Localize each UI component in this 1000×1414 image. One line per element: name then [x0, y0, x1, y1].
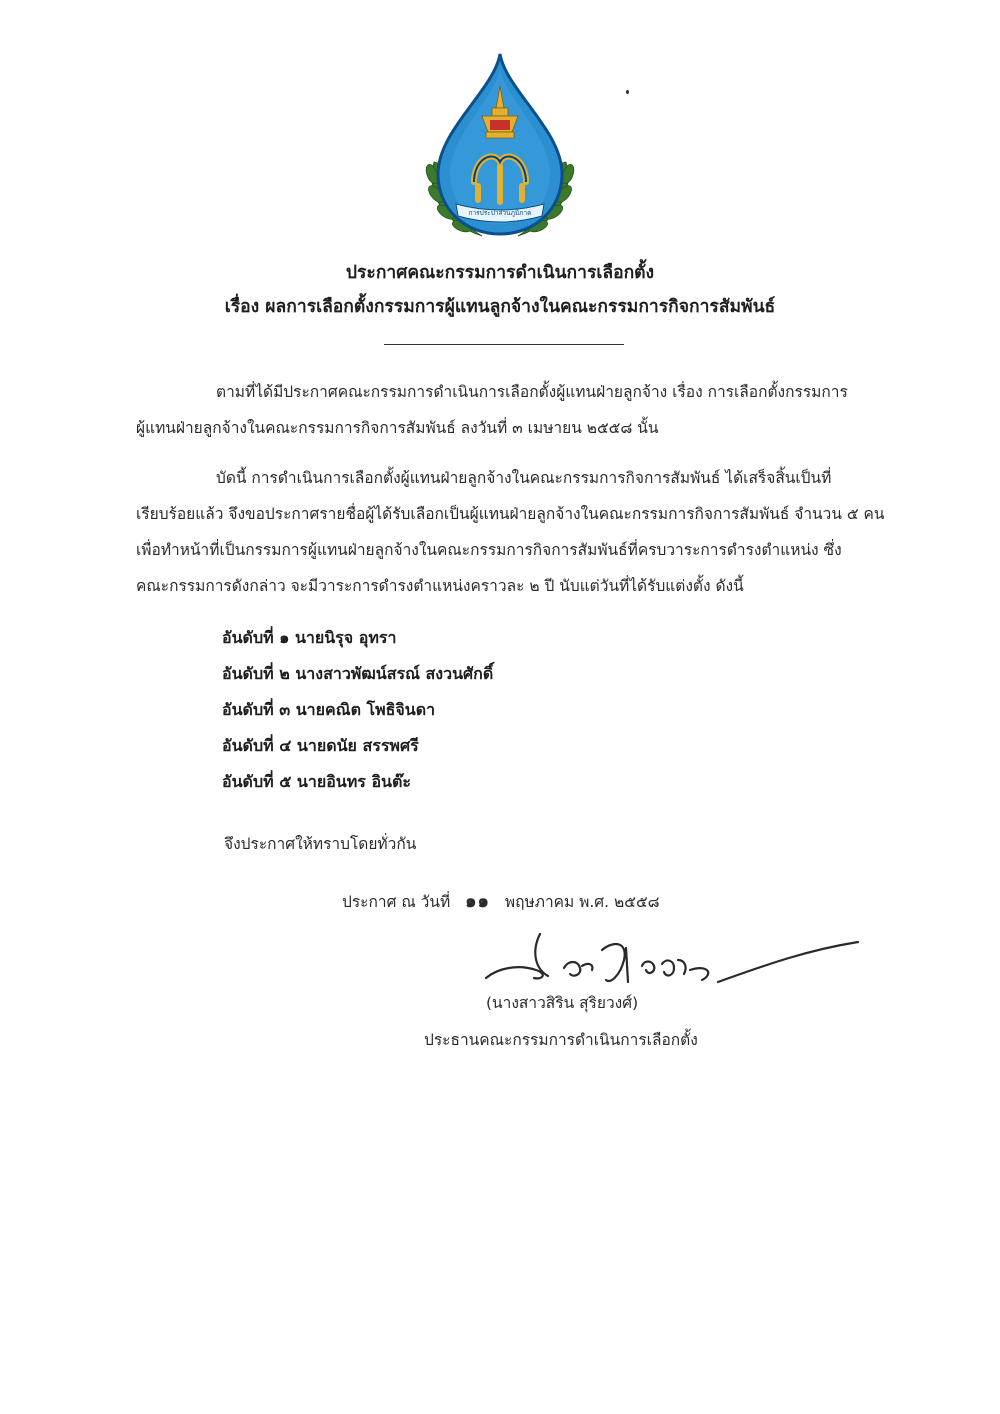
svg-text:การประปาส่วนภูมิภาค: การประปาส่วนภูมิภาค	[468, 209, 532, 217]
date-day: ๑๑	[465, 891, 490, 912]
signer-name: (นางสาวสิริน สุริยวงศ์)	[486, 994, 639, 1012]
paragraph-line: เพื่อทำหน้าที่เป็นกรรมการผู้แทนฝ่ายลูกจ้างในคณะกรรมการกิจการสัมพันธ์ที่ครบวาระการดำรงตำแหน่ง ซึ่ง	[136, 541, 842, 559]
paragraph-line: บัดนี้ การดำเนินการเลือกตั้งผู้แทนฝ่ายลูกจ้างในคณะกรรมการกิจการสัมพันธ์ ได้เสร็จสิ้นเป็นที่	[216, 469, 832, 487]
paragraph-result	[136, 460, 916, 604]
date-month-year: พฤษภาคม พ.ศ. ๒๕๕๘	[504, 893, 660, 911]
signer-position: ประธานคณะกรรมการดำเนินการเลือกตั้ง	[424, 1031, 698, 1049]
list-item: อันดับที่ ๑ นายนิรุจ อุทรา	[222, 628, 397, 647]
handwritten-signature	[478, 920, 868, 1000]
title-divider	[384, 344, 624, 345]
paragraph-line: เรียบร้อยแล้ว จึงขอประกาศรายชื่อผู้ได้รับเลือกเป็นผู้แทนฝ่ายลูกจ้างในคณะกรรมการกิจการสัมพันธ์ จำนวน ๕ คน	[136, 505, 885, 523]
list-item: อันดับที่ ๕ นายอินทร อินต๊ะ	[222, 772, 411, 791]
elected-list	[222, 620, 493, 800]
list-item: อันดับที่ ๔ นายดนัย สรรพศรี	[222, 736, 419, 755]
water-drop-emblem-icon	[416, 50, 584, 246]
announcement-date	[342, 886, 660, 915]
paragraph-line: คณะกรรมการดังกล่าว จะมีวาระการดำรงตำแหน่งคราวละ ๒ ปี นับแต่วันที่ได้รับแต่งตั้ง ดังนี้	[136, 577, 744, 595]
closing-statement: จึงประกาศให้ทราบโดยทั่วกัน	[224, 835, 417, 853]
paragraph-reference	[136, 374, 916, 446]
list-item: อันดับที่ ๒ นางสาวพัฒน์สรณ์ สงวนศักดิ์	[222, 664, 494, 683]
paragraph-line: ตามที่ได้มีประกาศคณะกรรมการดำเนินการเลือกตั้งผู้แทนฝ่ายลูกจ้าง เรื่อง การเลือกตั้งกรรมการ	[216, 383, 848, 401]
scan-speck	[626, 90, 629, 94]
paragraph-line: ผู้แทนฝ่ายลูกจ้างในคณะกรรมการกิจการสัมพันธ์ ลงวันที่ ๓ เมษายน ๒๕๕๘ นั้น	[136, 419, 659, 437]
list-item: อันดับที่ ๓ นายคณิต โพธิจินดา	[222, 700, 436, 719]
announcement-subject: เรื่อง ผลการเลือกตั้งกรรมการผู้แทนลูกจ้างในคณะกรรมการกิจการสัมพันธ์	[224, 297, 776, 317]
date-prefix: ประกาศ ณ วันที่	[342, 893, 451, 911]
announcement-title: ประกาศคณะกรรมการดำเนินการเลือกตั้ง	[345, 263, 655, 283]
